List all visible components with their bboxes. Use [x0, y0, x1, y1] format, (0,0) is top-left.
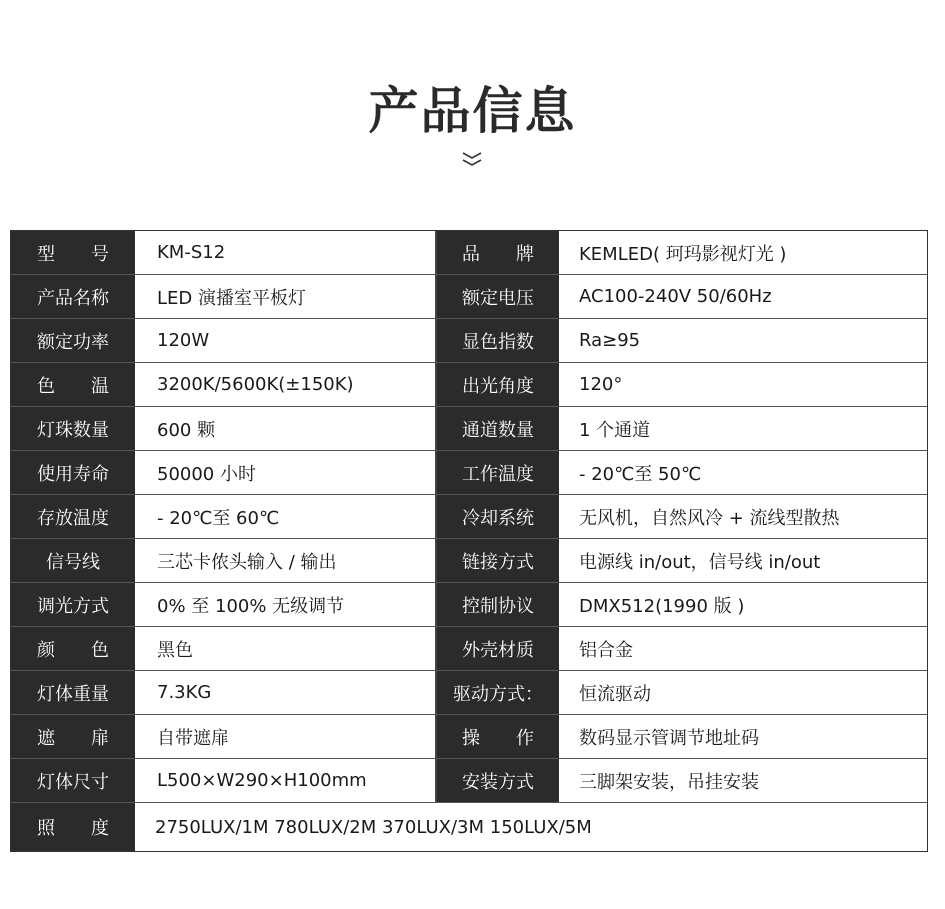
- spec-label: 工作温度: [437, 451, 559, 494]
- spec-value: 1 个通道: [559, 407, 927, 450]
- spec-value: AC100-240V 50/60Hz: [559, 275, 927, 318]
- spec-label: 安装方式: [437, 759, 559, 802]
- spec-label: 信号线: [11, 539, 135, 582]
- spec-label: 出光角度: [437, 363, 559, 406]
- page-title: 产品信息: [368, 82, 577, 140]
- spec-label: 型 号: [11, 231, 135, 274]
- spec-value: Ra≥95: [559, 319, 927, 362]
- spec-value: 3200K/5600K(±150K): [135, 363, 437, 406]
- illuminance-label: 照 度: [11, 803, 135, 851]
- spec-value: 无风机，自然风冷 + 流线型散热: [559, 495, 927, 538]
- spec-value: KM-S12: [135, 231, 437, 274]
- table-row: [11, 363, 927, 407]
- spec-value: 铝合金: [559, 627, 927, 670]
- spec-value: - 20℃至 50℃: [559, 451, 927, 494]
- table-row: [11, 231, 927, 275]
- spec-label: 灯体重量: [11, 671, 135, 714]
- spec-label: 通道数量: [437, 407, 559, 450]
- spec-value: - 20℃至 60℃: [135, 495, 437, 538]
- table-row: [11, 407, 927, 451]
- spec-value: 120°: [559, 363, 927, 406]
- spec-label: 控制协议: [437, 583, 559, 626]
- spec-value: 120W: [135, 319, 437, 362]
- spec-label: 操 作: [437, 715, 559, 758]
- spec-value: DMX512(1990 版 ): [559, 583, 927, 626]
- spec-label: 驱动方式：: [437, 671, 559, 714]
- spec-label: 颜 色: [11, 627, 135, 670]
- spec-label: 额定电压: [437, 275, 559, 318]
- spec-label: 调光方式: [11, 583, 135, 626]
- spec-label: 色 温: [11, 363, 135, 406]
- table-row: [11, 715, 927, 759]
- spec-label: 存放温度: [11, 495, 135, 538]
- table-row: [11, 495, 927, 539]
- table-row: [11, 451, 927, 495]
- spec-label: 使用寿命: [11, 451, 135, 494]
- table-row: [11, 671, 927, 715]
- spec-label: 冷却系统: [437, 495, 559, 538]
- spec-label: 外壳材质: [437, 627, 559, 670]
- table-row: [11, 319, 927, 363]
- spec-value: 恒流驱动: [559, 671, 927, 714]
- spec-label: 灯珠数量: [11, 407, 135, 450]
- spec-label: 灯体尺寸: [11, 759, 135, 802]
- spec-value: 7.3KG: [135, 671, 437, 714]
- illuminance-value: 2750LUX/1M 780LUX/2M 370LUX/3M 150LUX/5M: [135, 803, 927, 851]
- table-row: [11, 759, 927, 803]
- spec-value: 自带遮扉: [135, 715, 437, 758]
- table-row: [11, 583, 927, 627]
- spec-value: LED 演播室平板灯: [135, 275, 437, 318]
- spec-label: 额定功率: [11, 319, 135, 362]
- spec-table: [10, 230, 928, 852]
- spec-value: KEMLED( 珂玛影视灯光 ): [559, 231, 927, 274]
- spec-value: 50000 小时: [135, 451, 437, 494]
- spec-value: 数码显示管调节地址码: [559, 715, 927, 758]
- spec-label: 产品名称: [11, 275, 135, 318]
- table-row: [11, 539, 927, 583]
- spec-label: 显色指数: [437, 319, 559, 362]
- spec-value: L500×W290×H100mm: [135, 759, 437, 802]
- spec-value: 黑色: [135, 627, 437, 670]
- spec-value: 600 颗: [135, 407, 437, 450]
- table-row-illuminance: [11, 803, 927, 851]
- table-row: [11, 275, 927, 319]
- spec-label: 链接方式: [437, 539, 559, 582]
- table-row: [11, 627, 927, 671]
- spec-value: 三脚架安装，吊挂安装: [559, 759, 927, 802]
- spec-value: 电源线 in/out，信号线 in/out: [559, 539, 927, 582]
- spec-value: 三芯卡侬头输入 / 输出: [135, 539, 437, 582]
- spec-value: 0% 至 100% 无级调节: [135, 583, 437, 626]
- double-chevron-down-icon: [460, 150, 484, 168]
- spec-label: 遮 扉: [11, 715, 135, 758]
- spec-label: 品 牌: [437, 231, 559, 274]
